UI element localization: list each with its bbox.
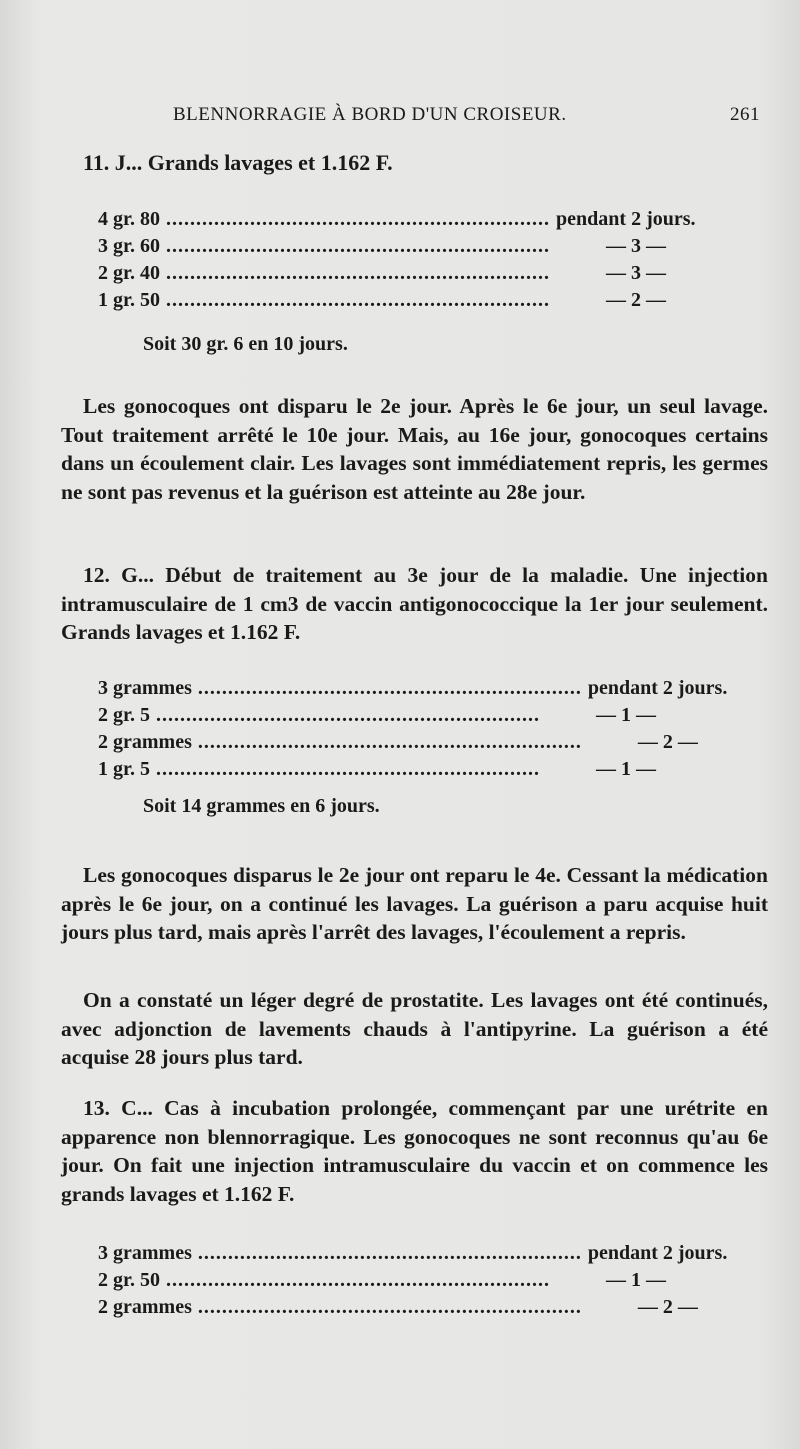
dose-duration: — 2 — xyxy=(606,289,667,311)
dose-duration: — 1 — xyxy=(596,704,657,726)
case-11-paragraph xyxy=(61,392,768,506)
dose-amount: 2 gr. 40 xyxy=(98,262,161,284)
case-12-dose-table xyxy=(98,677,728,785)
leader-dots: ................................................................ xyxy=(166,1269,551,1291)
paragraph-text: Les gonocoques disparus le 2e jour ont reparu le 4e. Cessant la médication après le 6e jour, on a continué les lavages. La guérison a paru acquise huit jours plus tard, mais après l'arrêt des lavages, l'écoulement a repris. xyxy=(61,863,768,944)
dose-duration: — 3 — xyxy=(606,235,667,257)
leader-dots: ................................................................ xyxy=(197,1296,582,1318)
running-title: BLENNORRAGIE À BORD D'UN CROISEUR. xyxy=(173,104,567,125)
dose-duration: — 1 — xyxy=(596,758,657,780)
leader-dots: ................................................................ xyxy=(197,731,582,753)
dose-amount: 2 grammes xyxy=(98,731,192,753)
paragraph-text: Les gonocoques ont disparu le 2e jour. Après le 6e jour, un seul lavage. Tout traitement arrêté le 10e jour. Mais, au 16e jour, gonocoques certains dans un écoulement clair. Les lavages sont immédiatement repris, les germes ne sont pas revenus et la guérison est atteinte au 28e jour. xyxy=(61,394,768,504)
case-11-total: Soit 30 gr. 6 en 10 jours. xyxy=(143,333,348,355)
paragraph-text: 12. G... Début de traitement au 3e jour de la maladie. Une injection intramusculaire de 1 cm3 de vaccin antigonococcique la 1er jour seulement. Grands lavages et 1.162 F. xyxy=(61,563,768,644)
case-12-paragraph-1 xyxy=(61,861,768,947)
dose-amount: 2 gr. 50 xyxy=(98,1269,161,1291)
dose-row xyxy=(98,1296,698,1323)
leader-dots: ................................................................ xyxy=(166,235,551,257)
leader-dots: ................................................................ xyxy=(197,1242,582,1264)
paragraph-text: 13. C... Cas à incubation prolongée, commençant par une urétrite en apparence non blennorragique. Les gonocoques ne sont reconnus qu'au 6e jour. On fait une injection intramusculaire du vaccin et on commence les grands lavages et 1.162 F. xyxy=(61,1096,768,1206)
dose-row xyxy=(98,1242,728,1269)
paragraph-text: On a constaté un léger degré de prostatite. Les lavages ont été continués, avec adjonction de lavements chauds à l'antipyrine. La guérison a été acquise 28 jours plus tard. xyxy=(61,988,768,1069)
dose-amount: 2 gr. 5 xyxy=(98,704,151,726)
running-header xyxy=(60,104,760,134)
dose-duration: pendant 2 jours. xyxy=(587,677,728,699)
leader-dots: ................................................................ xyxy=(156,758,541,780)
case-11-title: 11. J... Grands lavages et 1.162 F. xyxy=(83,150,393,175)
dose-row xyxy=(98,1269,678,1296)
dose-amount: 2 grammes xyxy=(98,1296,192,1318)
dose-duration: — 3 — xyxy=(606,262,667,284)
dose-row xyxy=(98,208,696,235)
dose-duration: — 2 — xyxy=(637,1296,698,1318)
dose-duration: — 1 — xyxy=(606,1269,667,1291)
case-12-total: Soit 14 grammes en 6 jours. xyxy=(143,795,380,817)
dose-row xyxy=(98,731,698,758)
dose-duration: pendant 2 jours. xyxy=(556,208,696,230)
dose-row xyxy=(98,235,678,262)
dose-duration: — 2 — xyxy=(637,731,698,753)
leader-dots: ................................................................ xyxy=(166,262,551,284)
dose-duration: pendant 2 jours. xyxy=(587,1242,728,1264)
leader-dots: ................................................................ xyxy=(156,704,541,726)
leader-dots: ................................................................ xyxy=(197,677,582,699)
page-number: 261 xyxy=(730,104,760,125)
dose-row xyxy=(98,704,678,731)
case-12-intro xyxy=(61,561,768,647)
dose-row xyxy=(98,262,678,289)
leader-dots: ................................................................ xyxy=(166,289,551,311)
dose-amount: 1 gr. 5 xyxy=(98,758,151,780)
dose-row xyxy=(98,758,678,785)
case-11-dose-table xyxy=(98,208,696,316)
leader-dots: ................................................................ xyxy=(166,208,551,230)
dose-amount: 3 gr. 60 xyxy=(98,235,161,257)
case-12-paragraph-2 xyxy=(61,986,768,1072)
dose-row xyxy=(98,289,678,316)
dose-amount: 3 grammes xyxy=(98,677,192,699)
dose-amount: 4 gr. 80 xyxy=(98,208,161,230)
case-13-dose-table xyxy=(98,1242,728,1323)
dose-amount: 1 gr. 50 xyxy=(98,289,161,311)
dose-row xyxy=(98,677,728,704)
dose-amount: 3 grammes xyxy=(98,1242,192,1264)
case-13-intro xyxy=(61,1094,768,1208)
